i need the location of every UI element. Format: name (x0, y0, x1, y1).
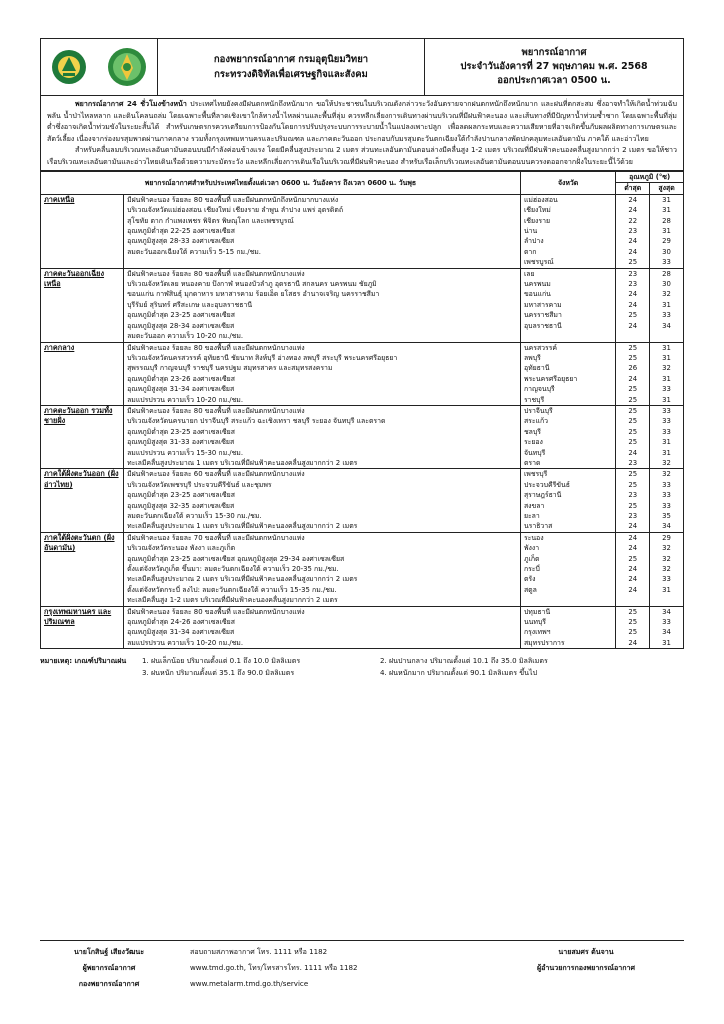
min-temp-value: 25 (628, 501, 638, 510)
forecast-line: มีฝนฟ้าคะนอง ร้อยละ 70 ของพื้นที่ และมีฝนตกหนักบางแห่ง (127, 533, 305, 542)
organization-block (158, 39, 425, 95)
max-temp-value: 33 (662, 311, 671, 320)
max-temp-value: 29 (662, 533, 671, 542)
forecast-region-row (41, 194, 684, 268)
forecast-line: มีฝนฟ้าคะนอง ร้อยละ 80 ของพื้นที่ และมีฝนตกหนักบางแห่ง (127, 406, 305, 415)
province-name: มหาสารคาม (523, 300, 562, 309)
region-name: ภาคใต้ฝั่งตะวันตก (ฝั่งอันดามัน) (41, 532, 124, 606)
region-forecast-text (124, 194, 521, 268)
region-forecast-text (124, 342, 521, 405)
forecast-region-row (41, 469, 684, 532)
region-name: กรุงเทพมหานคร และปริมณฑล (41, 606, 124, 649)
region-name: ภาคตะวันออกเฉียงเหนือ (41, 268, 124, 342)
ministry-name: กระทรวงดิจิทัลเพื่อเศรษฐกิจและสังคม (214, 69, 368, 80)
min-temp-list (616, 342, 650, 405)
forecast-line: บริเวณจังหวัดแม่ฮ่องสอน เชียงใหม่ เชียงราย ลำพูน ลำปาง แพร่ อุตรดิตถ์ (127, 206, 344, 215)
province-name: นครสวรรค์ (523, 343, 558, 352)
max-temp-value: 33 (662, 575, 671, 584)
province-name: น่าน (523, 227, 538, 236)
province-name: ชลบุรี (523, 427, 541, 436)
max-temp-list (650, 268, 684, 342)
min-temp-value: 25 (628, 311, 638, 320)
forecaster-role: ผู้พยากรณ์อากาศ (82, 963, 136, 972)
province-name: ประจวบคีรีขันธ์ (523, 480, 570, 489)
min-temp-value: 24 (628, 638, 638, 647)
province-name: ระยอง (523, 438, 543, 447)
min-temp-list (616, 469, 650, 532)
forecast-line: อุณหภูมิสูงสุด 31-34 องศาเซลเซียส (127, 385, 235, 394)
forecast-line: อุณหภูมิต่ำสุด 23-25 องศาเซลเซียส (127, 311, 235, 320)
max-temp-value: 32 (662, 290, 671, 299)
province-name: นครพนม (523, 280, 551, 289)
max-temp-value: 34 (662, 321, 671, 330)
province-list (520, 268, 615, 342)
forecast-line: บริเวณจังหวัดระนอง พังงา และภูเก็ต (127, 544, 236, 553)
min-temp-value: 25 (628, 385, 638, 394)
forecast-line: ลมแปรปรวน ความเร็ว 15-30 กม./ชม. (127, 448, 244, 457)
max-temp-list (650, 469, 684, 532)
min-temp-value: 25 (628, 258, 638, 267)
province-name: พังงา (523, 544, 540, 553)
min-temp-list (616, 194, 650, 268)
region-name: ภาคกลาง (41, 342, 124, 405)
forecast-line: บริเวณจังหวัดนครนายก ปราจีนบุรี สระแก้ว ฉะเชิงเทรา ชลบุรี ระยอง จันทบุรี และตราด (127, 417, 386, 426)
forecast-line: ขอนแก่น กาฬสินธุ์ มุกดาหาร มหาสารคาม ร้อยเอ็ด ยโสธร อำนาจเจริญ นครราชสีมา (127, 290, 380, 299)
max-temp-value (653, 595, 680, 605)
province-name (524, 331, 612, 341)
province-name: จันทบุรี (523, 448, 546, 457)
forecast-region-row (41, 532, 684, 606)
max-temp-list (650, 194, 684, 268)
min-temp-value: 24 (628, 533, 638, 542)
min-temp-value: 24 (628, 575, 638, 584)
min-temp-value: 25 (628, 607, 638, 616)
forecast-summary (40, 96, 684, 171)
min-temp-value: 23 (628, 458, 638, 467)
province-name: สุราษฎร์ธานี (523, 491, 562, 500)
max-temp-value: 31 (662, 227, 671, 236)
org-name: กองพยากรณ์อากาศ กรมอุตุนิยมวิทยา (213, 54, 369, 65)
min-temp-value: 25 (628, 480, 638, 489)
min-temp-value: 23 (628, 491, 638, 500)
forecast-column-header: พยากรณ์อากาศสำหรับประเทศไทยตั้งแต่เวลา 0600 น. วันอังคาร ถึงเวลา 0600 น. วันพุธ (41, 172, 521, 195)
province-column-header: จังหวัด (520, 172, 615, 195)
max-temp-list (650, 532, 684, 606)
max-temp-list (650, 342, 684, 405)
region-name: ภาคตะวันออก รวมทั้งชายฝั่ง (41, 405, 124, 468)
province-name: ราชบุรี (523, 395, 545, 404)
min-temp-value: 25 (628, 395, 638, 404)
province-name: ลพบุรี (523, 353, 541, 362)
contact-website[interactable]: www.tmd.go.th, โทร/โทรสารโทร. 1111 หรือ 1182 (190, 963, 358, 972)
min-temp-value: 25 (628, 417, 638, 426)
province-name: เพชรบุรี (523, 470, 548, 479)
note-very-heavy-rain: 4. ฝนหนักมาก ปริมาณตั้งแต่ 90.1 มิลลิเมตร ขึ้นไป (380, 668, 538, 678)
min-temp-value: 25 (628, 343, 638, 352)
forecast-line (127, 257, 517, 267)
province-name: ภูเก็ต (523, 554, 540, 563)
max-temp-value: 31 (662, 585, 671, 594)
max-temp-value: 33 (662, 385, 671, 394)
regional-forecast-table (40, 171, 684, 649)
forecast-line: ทะเลมีคลื่นสูง 1-2 เมตร บริเวณที่มีฝนฟ้าคะนองคลื่นสูงมากกว่า 2 เมตร (127, 596, 338, 605)
forecast-line: อุณหภูมิสูงสุด 28-33 องศาเซลเซียส (127, 237, 235, 246)
min-temp-value: 25 (628, 470, 638, 479)
min-temp-value: 24 (628, 237, 638, 246)
max-temp-list (650, 606, 684, 649)
forecast-line: บริเวณจังหวัดนครสวรรค์ อุทัยธานี ชัยนาท สิงห์บุรี อ่างทอง ลพบุรี สระบุรี พระนครศรีอยุธยา (127, 353, 398, 362)
max-temp-value: 34 (662, 628, 671, 637)
publication-block (425, 39, 683, 95)
province-name: อุทัยธานี (523, 364, 550, 373)
forecast-line: อุณหภูมิต่ำสุด 22-25 องศาเซลเซียส (127, 227, 235, 236)
forecast-line: มีฝนฟ้าคะนอง ร้อยละ 80 ของพื้นที่ และมีฝนตกหนักบางแห่ง (127, 607, 305, 616)
max-temp-value: 30 (662, 280, 671, 289)
forecast-line: อุณหภูมิสูงสุด 32-35 องศาเซลเซียส (127, 501, 235, 510)
forecast-line: สุพรรณบุรี กาญจนบุรี ราชบุรี นครปฐม สมุทรสาคร และสมุทรสงคราม (127, 364, 333, 373)
forecast-line: ลมตะวันออกเฉียงใต้ ความเร็ว 5-15 กม./ชม. (127, 247, 261, 256)
province-name: นนทบุรี (523, 618, 546, 627)
max-temp-value: 34 (662, 522, 671, 531)
province-name: อุบลราชธานี (523, 321, 562, 330)
ministry-seal-icon (106, 46, 148, 88)
tmd-logo-icon (50, 47, 88, 87)
forecast-line: ทะเลมีคลื่นสูงประมาณ 2 เมตร บริเวณที่มีฝนฟ้าคะนองคลื่นสูงมากกว่า 2 เมตร (127, 575, 358, 584)
min-temp-value: 25 (628, 438, 638, 447)
forecast-line: มีฝนฟ้าคะนอง ร้อยละ 80 ของพื้นที่ และมีฝนตกหนักบางแห่ง (127, 269, 305, 278)
min-temp-value: 26 (628, 364, 638, 373)
region-name: ภาคเหนือ (41, 194, 124, 268)
min-temp-list (616, 532, 650, 606)
min-temp-value: 25 (628, 427, 638, 436)
province-name: ปทุมธานี (523, 607, 551, 616)
max-temp-value: 32 (662, 544, 671, 553)
notes-label: หมายเหตุ: เกณฑ์ปริมาณฝน (40, 656, 127, 666)
region-forecast-text (124, 469, 521, 532)
province-name: พระนครศรีอยุธยา (523, 374, 578, 383)
forecast-line: ทะเลมีคลื่นสูงประมาณ 1 เมตร บริเวณที่มีฝนฟ้าคะนองคลื่นสูงมากกว่า 2 เมตร (127, 458, 358, 467)
region-forecast-text (124, 405, 521, 468)
province-name: เชียงใหม่ (523, 206, 551, 215)
region-forecast-text (124, 532, 521, 606)
province-name: สตูล (523, 585, 537, 594)
logo-group (41, 39, 158, 95)
min-temp-value: 24 (628, 585, 638, 594)
province-name (524, 595, 612, 605)
max-temp-value: 31 (662, 448, 671, 457)
max-temp-value: 31 (662, 206, 671, 215)
forecast-line: ตั้งแต่จังหวัดกระบี่ ลงไป: ลมตะวันตกเฉียงใต้ ความเร็ว 15-35 กม./ชม. (127, 585, 337, 594)
forecast-line: อุณหภูมิต่ำสุด 23-26 องศาเซลเซียส (127, 374, 235, 383)
region-forecast-text (124, 268, 521, 342)
max-temp-value: 28 (662, 269, 671, 278)
province-name: กระบี่ (523, 565, 540, 574)
forecast-line: มีฝนฟ้าคะนอง ร้อยละ 80 ของพื้นที่ และมีฝนตกหนักบางแห่ง (127, 343, 305, 352)
rain-criteria-notes (40, 655, 684, 679)
forecast-region-row (41, 342, 684, 405)
contact-hotline: สอบถามสภาพอากาศ โทร. 1111 หรือ 1182 (190, 947, 328, 956)
forecast-line: อุณหภูมิสูงสุด 31-33 องศาเซลเซียส (127, 438, 235, 447)
forecast-line: อุณหภูมิสูงสุด 28-34 องศาเซลเซียส (127, 321, 235, 330)
min-temp-value: 24 (628, 206, 638, 215)
province-name: เลย (523, 269, 535, 278)
director-name: นายสมศร ต้นจาน (558, 947, 614, 956)
note-heavy-rain: 3. ฝนหนัก ปริมาณตั้งแต่ 35.1 ถึง 90.0 มิลลิเมตร (142, 668, 295, 678)
region-name: ภาคใต้ฝั่งตะวันออก (ฝั่งอ่าวไทย) (41, 469, 124, 532)
max-temp-value: 31 (662, 438, 671, 447)
forecast-line: อุณหภูมิสูงสุด 31-34 องศาเซลเซียส (127, 628, 235, 637)
max-temp-value: 31 (662, 638, 671, 647)
min-temp-list (616, 268, 650, 342)
max-temp-value: 33 (662, 427, 671, 436)
min-temp-value: 24 (628, 448, 638, 457)
max-temp-value: 33 (662, 501, 671, 510)
forecast-date: ประจำวันอังคารที่ 27 พฤษภาคม พ.ศ. 2568 (460, 61, 648, 72)
min-temp-value: 23 (628, 269, 638, 278)
province-name: ปราจีนบุรี (523, 406, 553, 415)
note-light-rain: 1. ฝนเล็กน้อย ปริมาณตั้งแต่ 0.1 ถึง 10.0 มิลลิเมตร (142, 656, 301, 666)
forecast-line: ลมแปรปรวน ความเร็ว 10-20 กม./ชม. (127, 638, 244, 647)
province-name: เชียงราย (523, 216, 550, 225)
province-name: แม่ฮ่องสอน (523, 195, 558, 204)
province-name: ตาก (523, 247, 537, 256)
min-temp-value: 23 (628, 280, 638, 289)
forecast-line: ลมตะวันตกเฉียงใต้ ความเร็ว 15-30 กม./ชม. (127, 512, 262, 520)
min-temp-list (616, 606, 650, 649)
province-name: เพชรบูรณ์ (523, 258, 554, 267)
forecast-region-row (41, 405, 684, 468)
contact-service-link[interactable]: www.metalarm.tmd.go.th/service (190, 979, 309, 988)
forecast-line: ลมแปรปรวน ความเร็ว 10-20 กม./ชม. (127, 395, 244, 404)
forecast-line: อุณหภูมิต่ำสุด 23-25 องศาเซลเซียส (127, 491, 235, 500)
min-temp-header: ต่ำสุด (616, 183, 650, 194)
province-name: กาญจนบุรี (523, 385, 555, 394)
max-temp-value: 34 (662, 607, 671, 616)
forecast-region-row (41, 606, 684, 649)
forecaster-department: กองพยากรณ์อากาศ (78, 979, 140, 988)
forecast-line: ลมตะวันออก ความเร็ว 10-20 กม./ชม. (127, 332, 244, 341)
max-temp-value: 32 (662, 458, 671, 467)
province-name: นครราชสีมา (523, 311, 562, 320)
forecast-region-row (41, 268, 684, 342)
min-temp-value: 25 (628, 554, 638, 563)
max-temp-value: 31 (662, 300, 671, 309)
min-temp-value: 25 (628, 628, 638, 637)
max-temp-value: 31 (662, 395, 671, 404)
max-temp-value: 33 (662, 618, 671, 627)
province-list (520, 194, 615, 268)
forecast-line: อุณหภูมิต่ำสุด 24-26 องศาเซลเซียส (127, 618, 235, 627)
footer-divider (40, 940, 684, 941)
min-temp-value: 24 (628, 195, 638, 204)
min-temp-value (619, 331, 646, 341)
forecast-line: มีฝนฟ้าคะนอง ร้อยละ 80 ของพื้นที่ และมีฝนตกหนักถึงหนักมากบางแห่ง (127, 195, 339, 204)
forecast-line: ตั้งแต่จังหวัดภูเก็ต ขึ้นมา: ลมตะวันตกเฉียงใต้ ความเร็ว 20-35 กม./ชม. (127, 565, 339, 574)
province-name: ตรัง (523, 575, 536, 584)
forecast-title: พยากรณ์อากาศ (521, 47, 587, 58)
issue-time: ออกประกาศเวลา 0500 น. (497, 75, 611, 86)
min-temp-value: 23 (628, 512, 638, 520)
max-temp-value: 32 (662, 554, 671, 563)
forecast-line: สุโขทัย ตาก กำแพงเพชร พิจิตร พิษณุโลก และเพชรบูรณ์ (127, 216, 294, 225)
min-temp-value (619, 595, 646, 605)
forecast-line: อุณหภูมิต่ำสุด 23-25 องศาเซลเซียส อุณหภูมิสูงสุด 29-34 องศาเซลเซียส (127, 554, 345, 563)
province-name: สระแก้ว (523, 417, 549, 426)
min-temp-value: 24 (628, 300, 638, 309)
region-forecast-text (124, 606, 521, 649)
min-temp-value: 23 (628, 227, 638, 236)
max-temp-value (653, 331, 680, 341)
summary-lead: พยากรณ์อากาศ 24 ชั่วโมงข้างหน้า (75, 99, 187, 108)
province-name: ตราด (523, 458, 541, 467)
summary-paragraph-2: สำหรับคลื่นลมบริเวณทะเลอันดามันตอนบนมีกำลังค่อนข้างแรง โดยมีคลื่นสูงประมาณ 2 เมตร ส่วนทะเลอันดามันตอนล่างมีคลื่นสูง 1-2 เมตร บริเวณที่มีฝนฟ้าคะนองคลื่นสูงมากกว่า 2 เมตร ขอให้ชาวเรือบริเวณทะเลอันดามันและอ่าวไทยเดินเรือด้วยความระมัดระวัง และหลีกเลี่ยงการเดินเรือในบริเวณที่มีฝนฟ้าคะนอง สำหรับเรือเล็กบริเวณทะเลอันดามันตอนบนควรงดออกจากฝั่งในระยะนี้ไว้ด้วย (47, 145, 677, 166)
max-temp-value: 32 (662, 565, 671, 574)
province-name: ขอนแก่น (523, 290, 551, 299)
province-name: สมุทรปราการ (523, 638, 565, 647)
director-role: ผู้อำนวยการกองพยากรณ์อากาศ (536, 963, 636, 972)
min-temp-value: 24 (628, 522, 638, 531)
forecast-line: อุณหภูมิต่ำสุด 23-25 องศาเซลเซียส (127, 427, 235, 436)
temperature-column-header: อุณหภูมิ (°ซ) (616, 172, 684, 183)
max-temp-value: 32 (662, 470, 671, 479)
province-name: ลำปาง (523, 237, 544, 246)
max-temp-value: 32 (662, 364, 671, 373)
max-temp-header: สูงสุด (650, 183, 684, 194)
province-list (520, 532, 615, 606)
max-temp-value: 31 (662, 195, 671, 204)
max-temp-value: 29 (662, 237, 671, 246)
max-temp-value: 33 (662, 406, 671, 415)
province-list (520, 342, 615, 405)
max-temp-value: 31 (662, 353, 671, 362)
forecast-page (40, 38, 684, 679)
forecast-line: ทะเลมีคลื่นสูงประมาณ 1 เมตร บริเวณที่มีฝนฟ้าคะนองคลื่นสูงมากกว่า 2 เมตร (127, 522, 358, 531)
min-temp-value: 22 (628, 216, 638, 225)
max-temp-value: 33 (662, 480, 671, 489)
note-moderate-rain: 2. ฝนปานกลาง ปริมาณตั้งแต่ 10.1 ถึง 35.0 มิลลิเมตร (380, 656, 548, 666)
province-name: ระนอง (523, 533, 544, 542)
min-temp-value: 24 (628, 544, 638, 553)
forecaster-name: นายโกสินฐ์ เสียงวัฒนะ (73, 947, 145, 956)
min-temp-value: 24 (628, 565, 638, 574)
max-temp-value: 33 (662, 491, 671, 500)
province-list (520, 405, 615, 468)
forecast-line: บริเวณจังหวัดเพชรบุรี ประจวบคีรีขันธ์ และชุมพร (127, 480, 272, 489)
min-temp-list (616, 405, 650, 468)
min-temp-value: 24 (628, 290, 638, 299)
min-temp-value: 25 (628, 353, 638, 362)
max-temp-value: 31 (662, 343, 671, 352)
province-name: กรุงเทพฯ (523, 628, 551, 637)
min-temp-value: 24 (628, 374, 638, 383)
forecast-line: บริเวณจังหวัดเลย หนองคาย บึงกาฬ หนองบัวลำภู อุดรธานี สกลนคร นครพนม ชัยภูมิ (127, 280, 377, 289)
forecast-line: มีฝนฟ้าคะนอง ร้อยละ 60 ของพื้นที่ และมีฝนตกหนักบางแห่ง (127, 470, 305, 479)
max-temp-list (650, 405, 684, 468)
max-temp-value: 33 (662, 417, 671, 426)
province-name: สงขลา (523, 501, 545, 510)
min-temp-value: 24 (628, 321, 638, 330)
summary-paragraph-1: ประเทศไทยยังคงมีฝนตกหนักถึงหนักมาก ขอให้ประชาชนในบริเวณดังกล่าวระวังอันตรายจากฝนตกหนักถึงหนักมาก และฝนที่ตกสะสม ซึ่งอาจทำให้เกิดน้ำท่วมฉับพลัน น้ำป่าไหลหลาก และดินโคลนถล่ม โดยเฉพาะพื้นที่ลาดเชิงเขาใกล้ทางน้ำไหลผ่านและพื้นที่ลุ่ม ควรหลีกเลี่ยงการเดินทางผ่านบริเวณที่มีฝนฟ้าคะนอง และเส้นทางที่มีปัญหาน้ำท่วมซ้ำซาก โดยเฉพาะพื้นที่ลุ่มต่ำซึ่งอาจเกิดน้ำท่วมขังในระยะสั้นได้ สำหรับเกษตรกรควรเตรียมการป้องกันโดยการปรับปรุงระบบการระบายน้ำในแปลงเพาะปลูก เพื่อลดผลกระทบและความเสียหายที่อาจเกิดขึ้นกับผลผลิตทางการเกษตรและสัตว์เลี้ยง เนื่องจากร่องมรสุมพาดผ่านภาคกลาง รวมทั้งกรุงเทพมหานครและปริมณฑล และภาคตะวันออก ประกอบกับมรสุมตะวันตกเฉียงใต้กำลังปานกลางพัดปกคลุมทะเลอันดามัน ภาคใต้ และอ่าวไทย (47, 99, 677, 143)
min-temp-value: 24 (628, 247, 638, 256)
document-header (40, 38, 684, 96)
province-list (520, 469, 615, 532)
max-temp-value: 28 (662, 216, 671, 225)
max-temp-value: 35 (662, 512, 671, 520)
province-name: นราธิวาส (523, 522, 553, 531)
forecast-line: บุรีรัมย์ สุรินทร์ ศรีสะเกษ และอุบลราชธานี (127, 300, 253, 309)
max-temp-value: 30 (662, 247, 671, 256)
max-temp-value: 33 (662, 258, 671, 267)
max-temp-value: 31 (662, 374, 671, 383)
min-temp-value: 25 (628, 406, 638, 415)
province-name: ยะลา (523, 512, 540, 520)
min-temp-value: 25 (628, 618, 638, 627)
province-list (520, 606, 615, 649)
